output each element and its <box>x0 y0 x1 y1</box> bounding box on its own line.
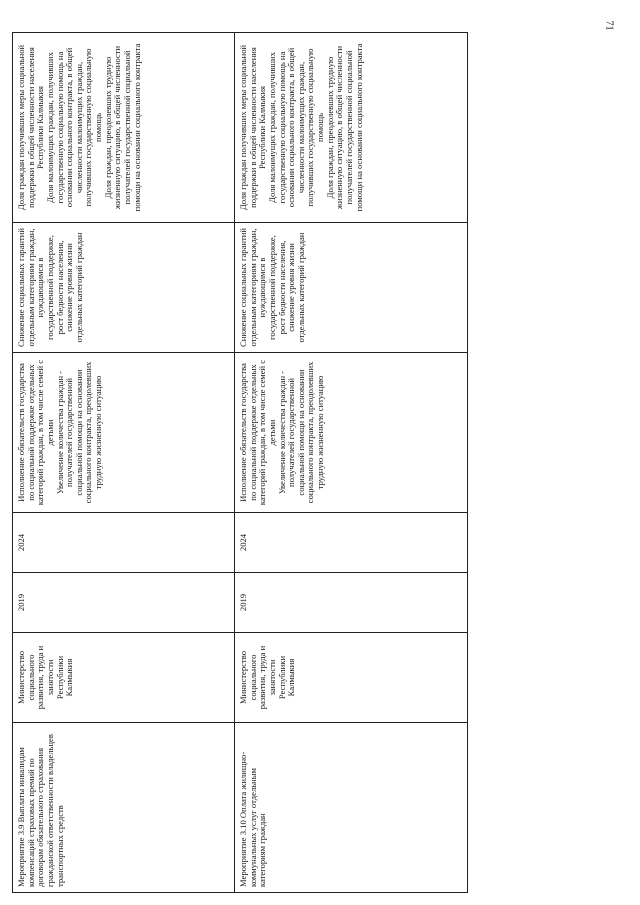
non-implementation-consequences: Снижение социальных гарантий отдельным категориям граждан, нуждающимся в государственной поддержке, рост бедности населения, снижение уровня жизни отдельных категорий граждан <box>16 228 84 347</box>
executor-name: Министерство социального развития, труда и занятости Республики Калмыкия <box>238 645 297 710</box>
consequences-cell <box>13 223 235 353</box>
measure-name: Мероприятие 3.9 Выплаты инвалидам компенсаций страховых премий по договорам обязательного страхования гражданской ответственности владельцев транспортных средств <box>16 734 65 887</box>
indicators-cell <box>13 33 235 223</box>
start-year-cell <box>13 573 235 633</box>
executor-cell <box>235 633 468 723</box>
expected-result: Исполнение обязательств государства по социальной поддержке отдельных категорий граждан, в том числе семей с детьми Увеличение количества граждан - получателей государственной социальной помощи на основании социального контракта, преодолевших трудную жизненную ситуацию <box>16 359 103 506</box>
executor-name: Министерство социального развития, труда и занятости Республики Калмыкия <box>16 645 75 710</box>
end-year: 2024 <box>16 533 26 552</box>
target-indicators: Доля граждан получивших меры социальной поддержки в общей численности населения Республики Калмыкия Доля малоимущих граждан, получивших государственную социальную помощь на основании социального контракта, в общей численности малоимущих граждан, получивших государственную социальную помощь Доля граждан, преодолевших трудную жизненную ситуацию, в общей численности получателей государственной социальной помощи на основании социального контракта <box>16 43 142 212</box>
end-year: 2024 <box>238 533 248 552</box>
indicators-cell <box>235 33 468 223</box>
non-implementation-consequences: Снижение социальных гарантий отдельным категориям граждан, нуждающимся в государственной поддержке, рост бедности населения, снижение уровня жизни отдельных категорий граждан <box>238 228 306 347</box>
measure-cell <box>13 723 235 893</box>
end-year-cell <box>13 513 235 573</box>
end-year-cell <box>235 513 468 573</box>
target-indicators: Доля граждан получивших меры социальной поддержки в общей численности населения Республики Калмыкия Доля малоимущих граждан, получивших государственную социальную помощь на основании социального контракта, в общей численности малоимущих граждан, получивших государственную социальную помощь Доля граждан, преодолевших трудную жизненную ситуацию, в общей численности получателей государственной социальной помощи на основании социального контракта <box>238 43 364 212</box>
program-measures-table <box>12 32 468 893</box>
start-year: 2019 <box>238 593 248 612</box>
consequences-cell <box>235 223 468 353</box>
expected-result-cell <box>235 353 468 513</box>
expected-result-cell <box>13 353 235 513</box>
expected-result: Исполнение обязательств государства по социальной поддержке отдельных категорий граждан, в том числе семей с детьми Увеличение количества граждан - получателей государственной социальной помощи на основании социального контракта, преодолевших трудную жизненную ситуацию <box>238 359 325 506</box>
page-number: 71 <box>603 20 615 31</box>
start-year: 2019 <box>16 593 26 612</box>
measure-name: Мероприятие 3.10 Оплата жилищно-коммунальных услуг отдельным категориям граждан <box>238 751 268 887</box>
table-row <box>13 33 235 893</box>
measure-cell <box>235 723 468 893</box>
table-row <box>235 33 468 893</box>
start-year-cell <box>235 573 468 633</box>
executor-cell <box>13 633 235 723</box>
rotated-page-content <box>12 33 467 893</box>
